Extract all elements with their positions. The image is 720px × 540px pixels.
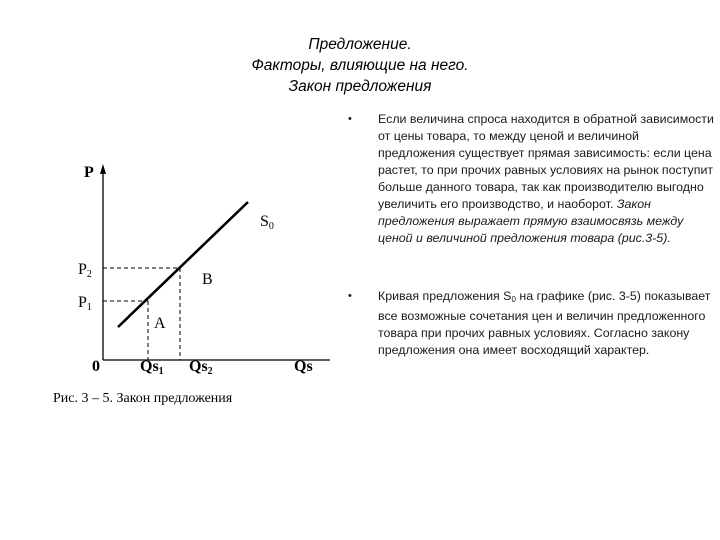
x-axis-label: Qs bbox=[294, 358, 313, 375]
bullet-marker: • bbox=[348, 113, 352, 125]
qs1-label: Qs1 bbox=[140, 358, 164, 377]
slide-title bbox=[200, 34, 520, 97]
bullet-text-italic: Закон предложения выражает прямую взаимосвязь между ценой и величиной предложения товара (рис.3-5). bbox=[378, 197, 684, 245]
bullet-list bbox=[344, 111, 714, 359]
bullet-marker: • bbox=[348, 290, 352, 302]
supply-curve bbox=[118, 202, 248, 327]
p1-label: P1 bbox=[78, 294, 92, 313]
bullet-item bbox=[344, 288, 714, 359]
bullet-text: на графике (рис. 3-5) показывает все возможные сочетания цен и величин предложенного товара при прочих равных условиях. Согласно закону предложения она имеет восходящий характер. bbox=[378, 289, 711, 357]
p2-label: P2 bbox=[78, 261, 92, 280]
bullet-text: Кривая предложения S bbox=[378, 289, 512, 303]
slide-title-line-2: Факторы, влияющие на него. bbox=[251, 57, 469, 74]
point-b-label: B bbox=[202, 271, 213, 288]
y-axis-arrow bbox=[100, 164, 106, 174]
supply-law-figure bbox=[60, 150, 340, 420]
qs2-label: Qs2 bbox=[189, 358, 213, 377]
y-axis-label: P bbox=[84, 164, 94, 181]
bullet-text: Если величина спроса находится в обратной зависимости от цены товара, то между ценой и величиной предложения существует прямая зависимость: если цена растет, то при прочих равных условиях на рынок поступит больше данного товара, так как производителю выгодно увеличить его производство, и наоборот. bbox=[378, 112, 714, 211]
slide-title-line-3: Закон предложения bbox=[288, 78, 432, 95]
bullet-subscript: 0 bbox=[511, 295, 516, 304]
slide-title-line-1: Предложение. bbox=[308, 36, 412, 53]
curve-label: S0 bbox=[260, 213, 274, 232]
point-a-label: A bbox=[154, 315, 166, 332]
figure-caption: Рис. 3 – 5. Закон предложения bbox=[53, 391, 233, 406]
origin-label: 0 bbox=[92, 358, 100, 375]
bullet-item bbox=[344, 111, 714, 247]
supply-graph bbox=[60, 150, 340, 420]
